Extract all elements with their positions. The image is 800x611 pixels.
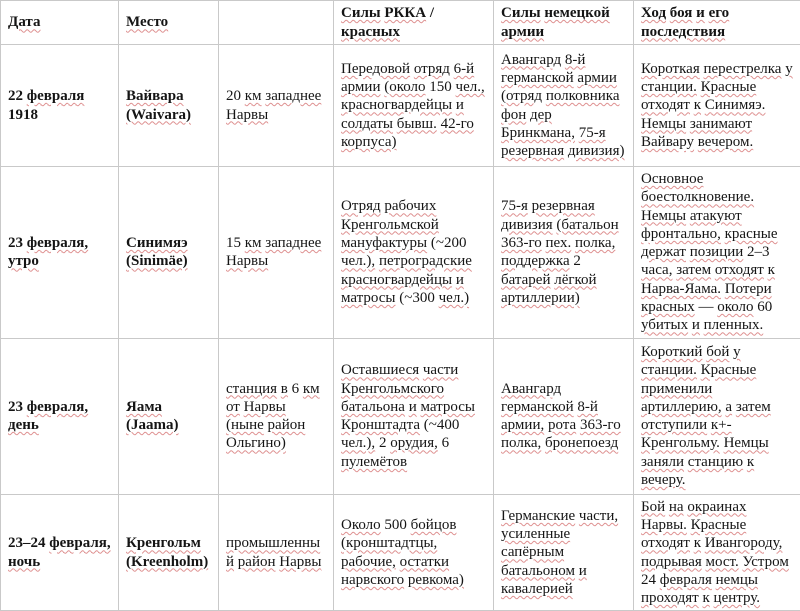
cell-rkka-forces[interactable]: Оставшиеся части Кренгольмского батальона и матросы Кронштадта (~400 чел.), 2 орудия, 6 пулемётов [334, 338, 494, 494]
table-header-row [1, 1, 800, 45]
cell-place[interactable]: Яама (Jaama) [119, 338, 219, 494]
cell-date[interactable]: 22 февраля 1918 [1, 45, 119, 167]
cell-date[interactable]: 23 февраля, утро [1, 167, 119, 339]
cell-rkka-forces[interactable]: Передовой отряд 6-й армии (около 150 чел., красногвардейцы и солдаты бывш. 42-го корпуса) [334, 45, 494, 167]
cell-distance[interactable]: промышленный район Нарвы [219, 494, 334, 611]
header-empty[interactable] [219, 1, 334, 45]
cell-distance[interactable]: станция в 6 км от Нарвы (ныне район Ольгино) [219, 338, 334, 494]
header-place[interactable]: Место [119, 1, 219, 45]
cell-rkka-forces[interactable]: Отряд рабочих Кренгольмской мануфактуры (~200 чел.), петроградские красногвардейцы и матросы (~300 чел.) [334, 167, 494, 339]
header-outcome[interactable]: Ход боя и его последствия [634, 1, 800, 45]
cell-outcome[interactable]: Короткая перестрелка у станции. Красные отходят к Синимяэ. Немцы занимают Вайвару вечером. [634, 45, 800, 167]
cell-german-forces[interactable]: Германские части, усиленные сапёрным батальоном и кавалерией [494, 494, 634, 611]
cell-distance[interactable]: 20 км западнее Нарвы [219, 45, 334, 167]
cell-outcome[interactable]: Основное боестолкновение. Немцы атакуют фронтально, красные держат позиции 2–3 часа, затем отходят к Нарва-Яама. Потери красных — около 60 убитых и пленных. [634, 167, 800, 339]
header-rkka-forces[interactable]: Силы РККА / красных [334, 1, 494, 45]
cell-german-forces[interactable]: 75-я резервная дивизия (батальон 363-го пех. полка, поддержка 2 батарей лёгкой артиллерии) [494, 167, 634, 339]
header-german-forces[interactable]: Силы немецкой армии [494, 1, 634, 45]
cell-german-forces[interactable]: Авангард германской 8-й армии, рота 363-го полка, бронепоезд [494, 338, 634, 494]
cell-rkka-forces[interactable]: Около 500 бойцов (кронштадтцы, рабочие, остатки нарвского ревкома) [334, 494, 494, 611]
cell-date[interactable]: 23 февраля, день [1, 338, 119, 494]
cell-outcome[interactable]: Бой на окраинах Нарвы. Красные отходят к Ивангороду, подрывая мост. Устром 24 февраля немцы проходят к центру. [634, 494, 800, 611]
cell-german-forces[interactable]: Авангард 8-й германской армии (отряд полковника фон дер Бринкмана, 75-я резервная дивизия) [494, 45, 634, 167]
table-row [1, 45, 800, 167]
cell-place[interactable]: Кренгольм (Kreenholm) [119, 494, 219, 611]
table-row [1, 494, 800, 611]
header-date[interactable]: Дата [1, 1, 119, 45]
cell-outcome[interactable]: Короткий бой у станции. Красные применили артиллерию, а затем отступили к+- Кренгольму. Немцы заняли станцию к вечеру. [634, 338, 800, 494]
cell-distance[interactable]: 15 км западнее Нарвы [219, 167, 334, 339]
table-row [1, 338, 800, 494]
cell-place[interactable]: Синимяэ (Sinimäe) [119, 167, 219, 339]
cell-place[interactable]: Вайвара (Waivara) [119, 45, 219, 167]
table-row [1, 167, 800, 339]
cell-date[interactable]: 23–24 февраля, ночь [1, 494, 119, 611]
